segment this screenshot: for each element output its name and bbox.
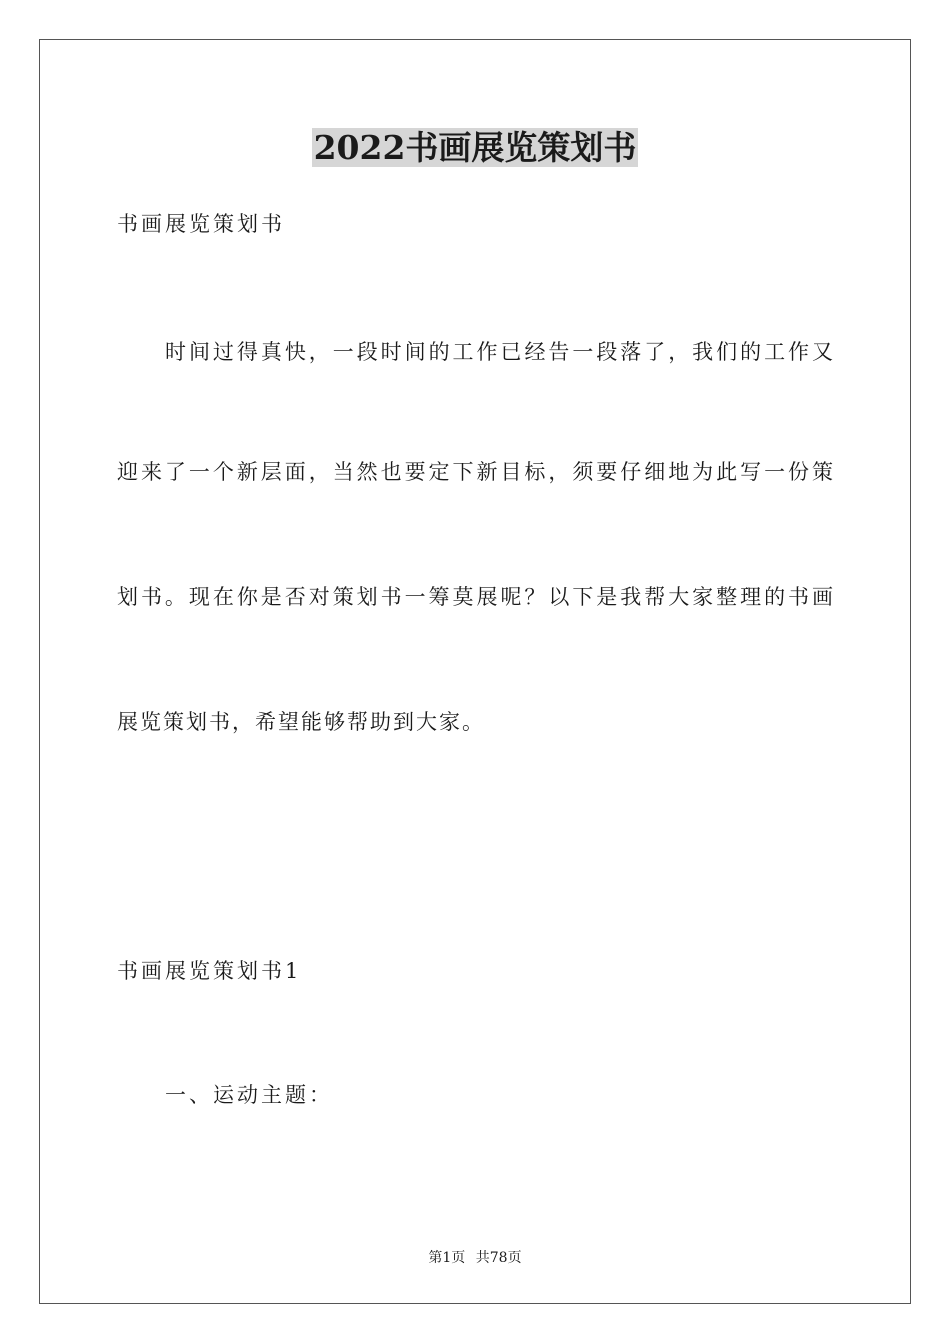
subtitle: 书画展览策划书 — [117, 212, 285, 236]
document-title-text: 2022书画展览策划书 — [313, 128, 637, 167]
intro-line-2: 迎来了一个新层面，当然也要定下新目标，须要仔细地为此写一份策 — [117, 460, 833, 484]
intro-line-3: 划书。现在你是否对策划书一筹莫展呢？以下是我帮大家整理的书画 — [117, 585, 833, 609]
page-footer — [0, 1248, 950, 1268]
item-heading: 一、运动主题： — [165, 1083, 333, 1107]
page-number: 第1页 — [428, 1250, 466, 1266]
section-heading: 书画展览策划书1 — [117, 959, 302, 983]
intro-line-1: 时间过得真快，一段时间的工作已经告一段落了，我们的工作又 — [165, 340, 833, 364]
intro-line-4: 展览策划书，希望能够帮助到大家。 — [117, 710, 485, 734]
page-total: 共78页 — [475, 1250, 522, 1266]
document-title — [0, 124, 950, 172]
